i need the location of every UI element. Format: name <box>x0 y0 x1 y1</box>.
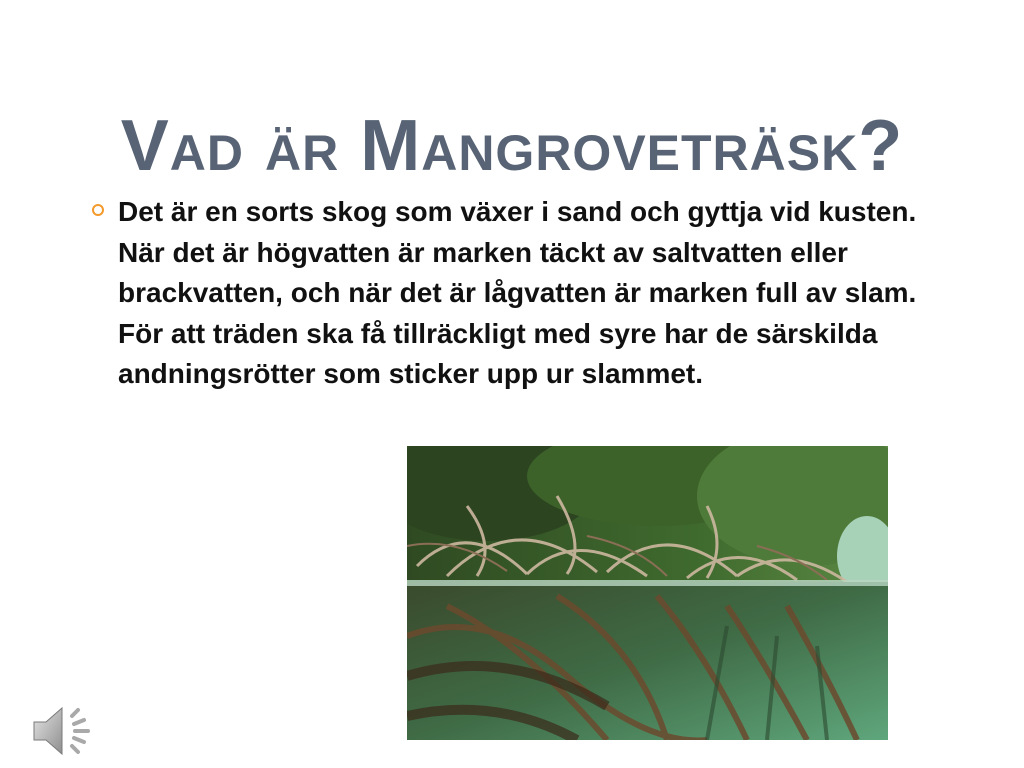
mangrove-roots-photo <box>407 446 888 740</box>
bullet-text: Det är en sorts skog som växer i sand och gyttja vid kusten. När det är högvatten är marken täckt av saltvatten eller brackvatten, och när det är lågvatten är marken full av slam. För att träden ska få tillräckligt med syre har de särskilda andningsrötter som sticker upp ur slammet. <box>118 196 917 389</box>
bullet-list <box>90 192 940 395</box>
bullet-item <box>90 192 940 395</box>
slide-title: Vad är Mangroveträsk? <box>120 106 904 186</box>
speaker-icon[interactable] <box>30 700 98 762</box>
bullet-circle-icon <box>92 204 104 216</box>
